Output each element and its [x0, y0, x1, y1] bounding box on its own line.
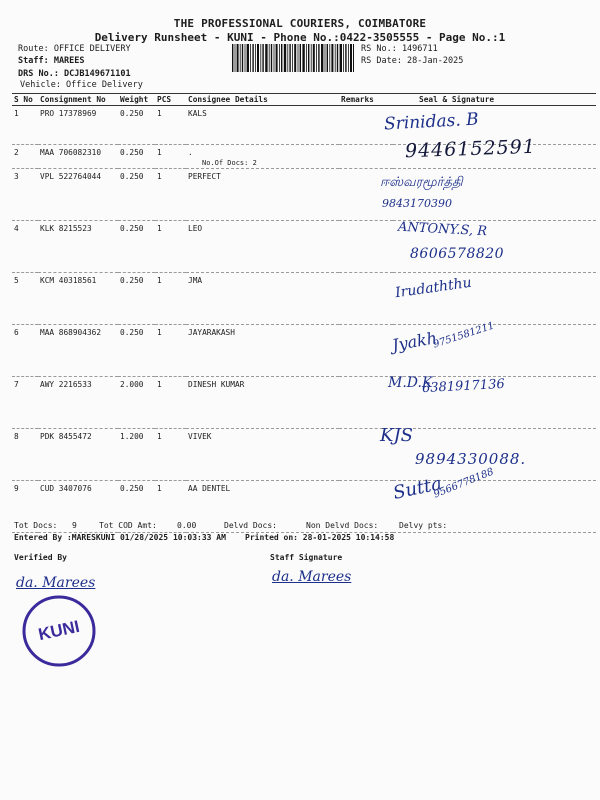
handwritten-phone: 9894330088.: [415, 450, 527, 468]
col-consignee: Consignee Details: [186, 94, 339, 106]
cell-consignment: KLK 8215523: [38, 221, 118, 273]
table-row: [12, 377, 596, 429]
runsheet-subtitle: Delivery Runsheet - KUNI - Phone No.:0422-3505555 - Page No.:1: [94, 31, 506, 44]
cell-pcs: 1: [155, 481, 186, 533]
cell-consignee: PERFECT: [186, 169, 339, 221]
cell-sno: 4: [12, 221, 38, 273]
vehicle-label: Vehicle: Office Delivery: [20, 80, 143, 90]
handwritten-phone: 9751581211: [431, 320, 496, 351]
handwritten-signature: ANTONY.S, R: [397, 219, 488, 240]
docs-count: No.Of Docs: 2: [202, 159, 257, 167]
cell-weight: 2.000: [118, 377, 155, 429]
cell-pcs: 1: [155, 145, 186, 169]
rs-date: RS Date: 28-Jan-2025: [361, 56, 464, 66]
cell-consignee: VIVEK: [186, 429, 339, 481]
cell-consignment: MAA 706082310: [38, 145, 118, 169]
cell-weight: 0.250: [118, 481, 155, 533]
cell-consignee: DINESH KUMAR: [186, 377, 339, 429]
handwritten-signature: Irudaththu: [394, 274, 473, 302]
kuni-stamp: [20, 593, 98, 669]
handwritten-signature: KJS: [380, 425, 413, 446]
handwritten-signature: Jyakh: [390, 328, 439, 355]
cell-weight: 0.250: [118, 106, 155, 145]
table-row: [12, 325, 596, 377]
cell-weight: 0.250: [118, 145, 155, 169]
cell-sno: 3: [12, 169, 38, 221]
tot-docs-label: Tot Docs:: [14, 521, 58, 530]
staff-signature-label: Staff Signature: [270, 553, 343, 562]
delvd-docs-label: Delvd Docs:: [224, 521, 277, 530]
table-header-row: [12, 94, 596, 106]
table-row: [12, 221, 596, 273]
cell-consignee: [186, 145, 339, 169]
cell-consignee: LEO: [186, 221, 339, 273]
barcode: [232, 44, 354, 72]
tot-docs-value: 9: [72, 521, 77, 530]
col-remarks: Remarks: [339, 94, 393, 106]
cell-consignment: PRO 17378969: [38, 106, 118, 145]
cell-remarks: [339, 325, 393, 377]
delvy-pts-label: Delvy pts:: [399, 521, 448, 530]
cell-consignee: KALS: [186, 106, 339, 145]
cell-consignment: AWY 2216533: [38, 377, 118, 429]
col-weight: Weight: [118, 94, 155, 106]
cell-consignment: KCM 40318561: [38, 273, 118, 325]
cod-label: Tot COD Amt:: [99, 521, 157, 530]
non-delvd-docs-label: Non Delvd Docs:: [306, 521, 379, 530]
stamp-text: KUNI: [36, 616, 82, 645]
handwritten-phone: 9843170390: [382, 197, 452, 210]
cell-weight: 0.250: [118, 273, 155, 325]
cell-pcs: 1: [155, 169, 186, 221]
table-row: [12, 169, 596, 221]
table-row: [12, 273, 596, 325]
handwritten-phone: 8606578820: [410, 246, 505, 262]
staff-label: Staff: MAREES: [18, 56, 85, 66]
cell-consignment: VPL 522764044: [38, 169, 118, 221]
col-pcs: PCS: [155, 94, 186, 106]
cell-sno: 8: [12, 429, 38, 481]
cell-consignee: AA DENTEL: [186, 481, 339, 533]
staff-signature: da. Marees: [272, 569, 352, 585]
cell-remarks: [339, 377, 393, 429]
cell-sno: 5: [12, 273, 38, 325]
cell-consignment: PDK 8455472: [38, 429, 118, 481]
cell-weight: 0.250: [118, 221, 155, 273]
cell-pcs: 1: [155, 106, 186, 145]
col-seal-signature: Seal & Signature: [393, 94, 596, 106]
col-sno: S No: [12, 94, 38, 106]
cell-sno: 7: [12, 377, 38, 429]
col-consignment: Consignment No: [38, 94, 118, 106]
cell-remarks: [339, 221, 393, 273]
cell-consignment: CUD 3407076: [38, 481, 118, 533]
cell-weight: 0.250: [118, 325, 155, 377]
cell-consignee: JAYARAKASH: [186, 325, 339, 377]
printed-on: Printed on: 28-01-2025 10:14:58: [245, 533, 395, 542]
handwritten-phone: 6381917136: [421, 376, 506, 397]
cell-sno: 2: [12, 145, 38, 169]
drs-number: DRS No.: DCJB149671101: [18, 69, 131, 79]
rs-number: RS No.: 1496711: [361, 44, 438, 54]
cell-sno: 6: [12, 325, 38, 377]
cell-weight: 1.200: [118, 429, 155, 481]
cell-pcs: 1: [155, 377, 186, 429]
route-label: Route: OFFICE DELIVERY: [18, 44, 131, 54]
cell-pcs: 1: [155, 273, 186, 325]
handwritten-signature: Srinidas. B: [383, 109, 480, 135]
cell-pcs: 1: [155, 429, 186, 481]
cell-sno: 1: [12, 106, 38, 145]
handwritten-signature: M.D.K: [388, 375, 433, 391]
cell-pcs: 1: [155, 325, 186, 377]
cell-pcs: 1: [155, 221, 186, 273]
verified-by-label: Verified By: [14, 553, 67, 562]
entered-by: Entered By :MARESKUNI 01/28/2025 10:03:33 AM: [14, 533, 226, 542]
consignee-name: .: [188, 148, 193, 157]
handwritten-signature: ஈஸ்வரமூர்த்தி: [380, 175, 463, 190]
cell-consignee: JMA: [186, 273, 339, 325]
cod-value: 0.00: [177, 521, 197, 530]
handwritten-signature: Sutta: [391, 473, 444, 504]
cell-sno: 9: [12, 481, 38, 533]
handwritten-phone: 9566778188: [432, 466, 496, 501]
cell-remarks: [339, 145, 393, 169]
cell-weight: 0.250: [118, 169, 155, 221]
cell-consignment: MAA 868904362: [38, 325, 118, 377]
verified-signature: da. Marees: [16, 575, 96, 591]
cell-remarks: [339, 273, 393, 325]
handwritten-phone: 9446152591: [404, 135, 537, 163]
company-title: THE PROFESSIONAL COURIERS, COIMBATORE: [173, 17, 427, 30]
